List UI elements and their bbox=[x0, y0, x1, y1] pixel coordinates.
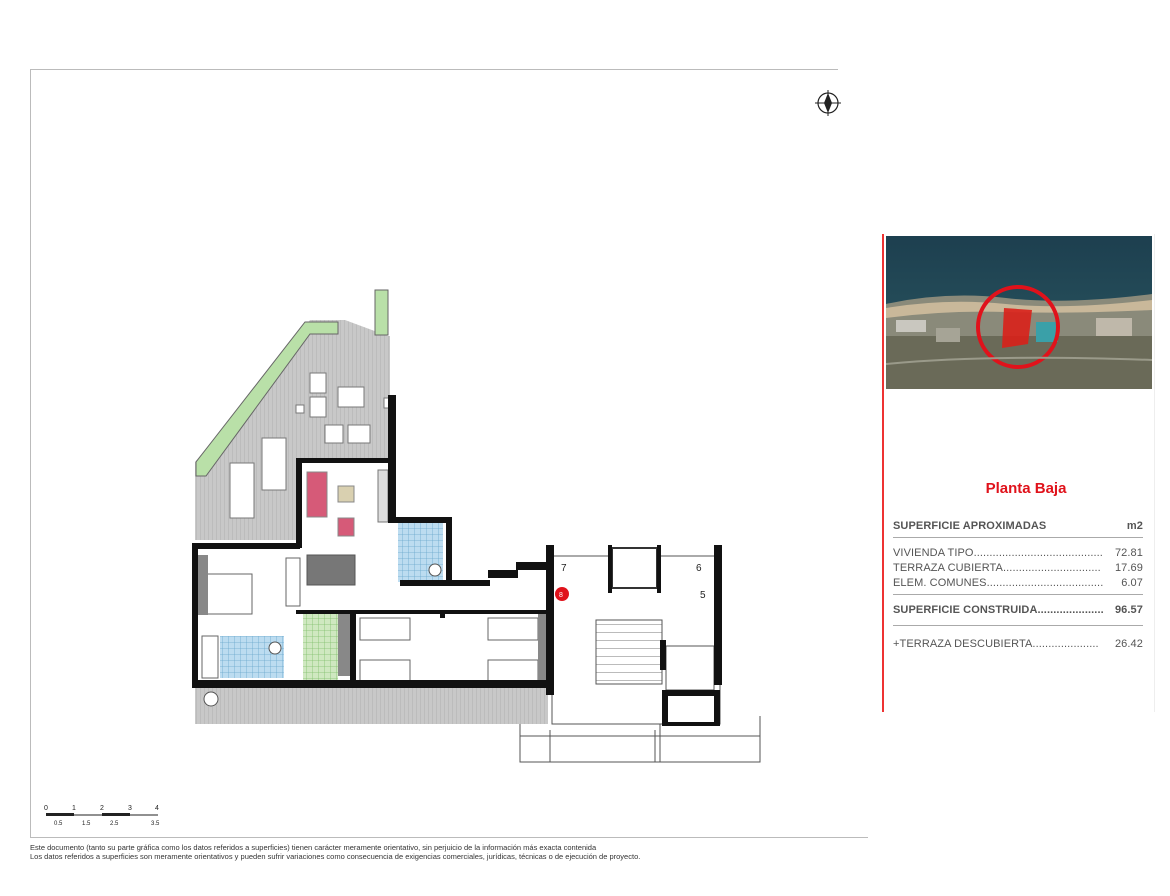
stair-core bbox=[612, 548, 657, 588]
room-label-6: 6 bbox=[696, 563, 702, 574]
area-row-terraza bbox=[893, 562, 1143, 574]
scale-top-2: 2 bbox=[100, 805, 104, 812]
disclaimer-line-1: Este documento (tanto su parte gráfica como los datos referidos a superficies) tienen carácter meramente orientativo, sin perjuicio de la información más exacta contenida bbox=[30, 843, 597, 852]
wardrobe-1 bbox=[198, 555, 208, 615]
bed-2a bbox=[360, 618, 410, 640]
area-row-value: 17.69 bbox=[1114, 562, 1143, 574]
planter-small bbox=[375, 290, 388, 335]
divider-3 bbox=[893, 625, 1143, 626]
area-header-label: SUPERFICIE APROXIMADAS bbox=[893, 520, 1047, 532]
bed-1 bbox=[204, 574, 252, 614]
north-arrow-icon bbox=[815, 90, 841, 116]
scale-top-3: 3 bbox=[128, 805, 132, 812]
bed-3b bbox=[488, 660, 538, 682]
aerial-location-map bbox=[886, 236, 1152, 389]
shower-2 bbox=[202, 636, 218, 678]
closet bbox=[338, 614, 352, 676]
disclaimer bbox=[30, 843, 640, 861]
area-row-label: ELEM. COMUNES..................................... bbox=[893, 577, 1104, 589]
area-extra bbox=[893, 638, 1143, 650]
area-row-label: VIVIENDA TIPO......................................... bbox=[893, 547, 1103, 559]
room-label-5: 5 bbox=[700, 590, 706, 601]
planter-round bbox=[204, 692, 218, 706]
area-extra-label: +TERRAZA DESCUBIERTA..................... bbox=[893, 638, 1099, 650]
scale-bottom-1: 1.5 bbox=[82, 821, 91, 827]
location-marker-label: 8 bbox=[559, 592, 563, 599]
toilet-1 bbox=[429, 564, 441, 576]
desk-1 bbox=[286, 558, 300, 606]
sofa bbox=[307, 472, 327, 517]
kitchen-counter bbox=[378, 470, 388, 522]
floor-title: Planta Baja bbox=[985, 480, 1067, 497]
room-label-7: 7 bbox=[561, 563, 567, 574]
scale-top-4: 4 bbox=[155, 805, 159, 812]
sink-2 bbox=[269, 642, 281, 654]
area-row-value: 6.07 bbox=[1121, 577, 1143, 589]
dining-table bbox=[307, 555, 355, 585]
lift bbox=[666, 646, 714, 690]
area-header bbox=[893, 520, 1143, 532]
scale-bottom-2: 2.5 bbox=[110, 821, 119, 827]
scale-top-1: 1 bbox=[72, 805, 76, 812]
area-total-value: 96.57 bbox=[1114, 604, 1143, 616]
area-row-label: TERRAZA CUBIERTA............................... bbox=[893, 562, 1101, 574]
divider-2 bbox=[893, 594, 1143, 595]
area-row-vivienda bbox=[893, 547, 1143, 559]
scale-bottom-3: 3.5 bbox=[151, 821, 160, 827]
scale-bar bbox=[44, 803, 174, 833]
sidebar-right-line bbox=[1154, 234, 1155, 712]
lower-terrace bbox=[195, 688, 548, 724]
area-row-comunes bbox=[893, 577, 1143, 589]
hallway bbox=[303, 614, 338, 682]
plot-highlight bbox=[1002, 308, 1032, 348]
disclaimer-line-2: Los datos referidos a superficies son meramente orientativos y pueden sufrir variaciones como consecuencia de exigencias comerciales, jurídicas, técnicas o de ejecución de proyecto. bbox=[30, 852, 641, 861]
lift-inner bbox=[668, 696, 714, 722]
area-row-value: 72.81 bbox=[1114, 547, 1143, 559]
bed-3a bbox=[488, 618, 538, 640]
bed-2b bbox=[360, 660, 410, 682]
divider-1 bbox=[893, 537, 1143, 538]
coffee-table bbox=[338, 486, 354, 502]
scale-top-0: 0 bbox=[44, 805, 48, 812]
sidebar-accent-line bbox=[882, 234, 884, 712]
scale-bottom-0: 0.5 bbox=[54, 821, 63, 827]
area-total-label: SUPERFICIE CONSTRUIDA..................... bbox=[893, 604, 1104, 616]
armchair bbox=[338, 518, 354, 536]
area-extra-value: 26.42 bbox=[1114, 638, 1143, 650]
area-header-unit: m2 bbox=[1126, 520, 1143, 532]
area-total bbox=[893, 604, 1143, 616]
